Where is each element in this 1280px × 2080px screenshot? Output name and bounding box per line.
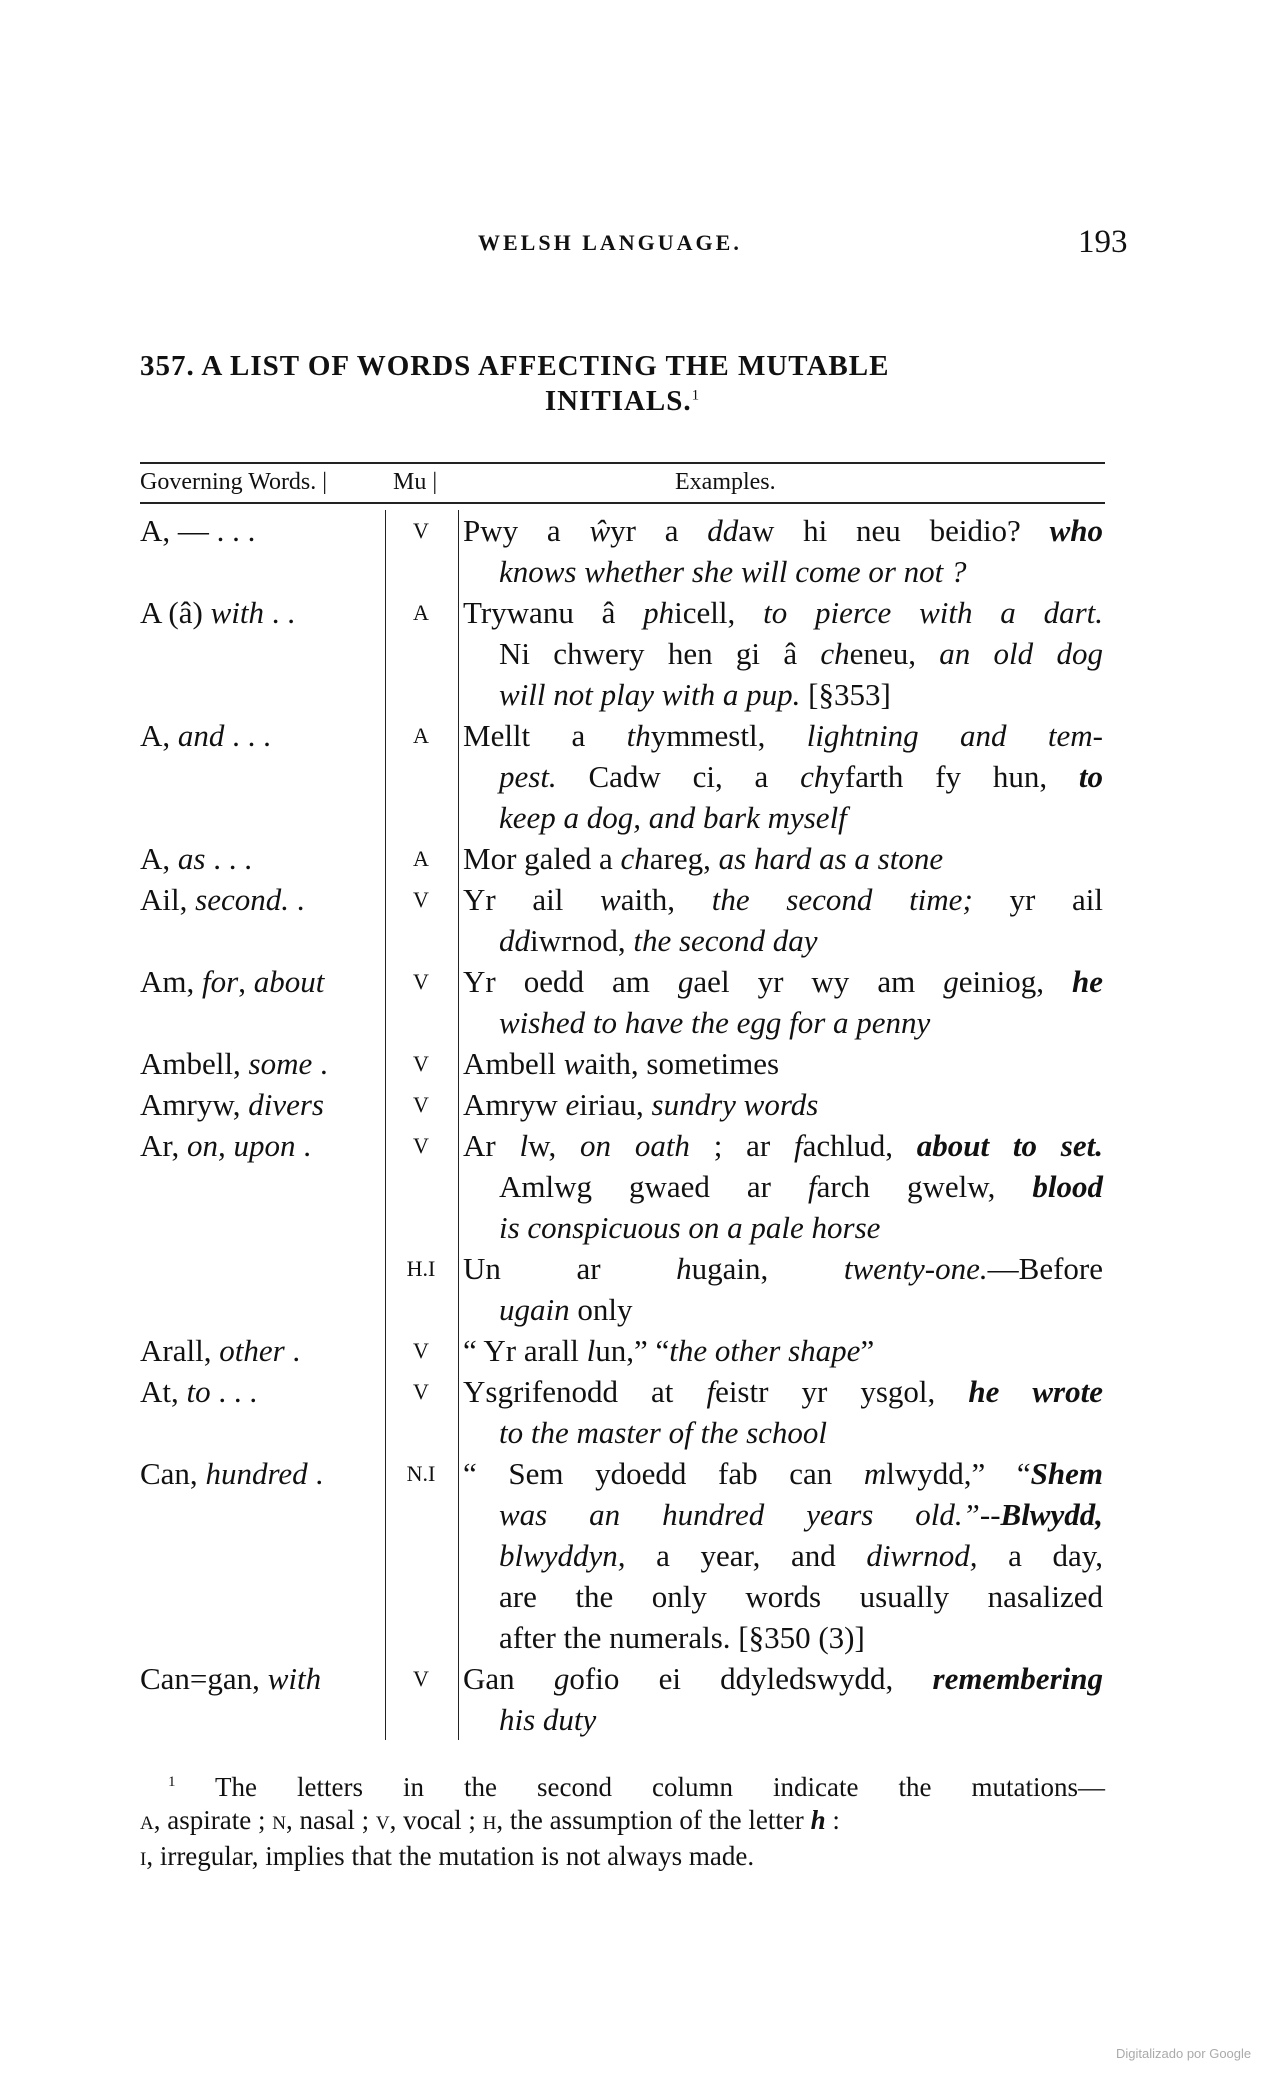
text-segment: Amryw, (140, 1087, 249, 1122)
mutation-code: V (413, 1666, 429, 1691)
text-segment: areg, (649, 841, 719, 876)
table-body (140, 510, 1105, 1740)
text-segment: only (569, 1292, 633, 1327)
governing-word (140, 510, 385, 592)
table-row (140, 1043, 1105, 1084)
text-segment: ŵ (589, 513, 611, 548)
example-line (463, 1043, 1103, 1084)
text-segment: ael yr wy am (693, 964, 944, 999)
text-segment: ch (820, 636, 850, 671)
text-segment: dd (499, 923, 530, 958)
text-segment: g (943, 964, 959, 999)
text-segment: f (706, 1374, 716, 1409)
text-segment: Ysgrifenodd at (463, 1374, 707, 1409)
section-title-word: INITIALS. (544, 385, 692, 417)
text-segment: are the only words usually nasalized (499, 1579, 1103, 1614)
text-segment: g (677, 964, 694, 999)
text-segment: m (863, 1456, 887, 1491)
table-row (140, 879, 1105, 961)
header-governing-words: Governing Words. | (140, 469, 328, 495)
text-segment: aith, (620, 882, 712, 917)
example-line (463, 1617, 1103, 1658)
text-segment: his duty (499, 1702, 597, 1737)
text-segment: , the assumption of the letter (496, 1805, 811, 1835)
examples-cell (463, 1371, 1103, 1453)
text-segment: Yr ail (463, 882, 601, 917)
text-segment: Can, (140, 1456, 206, 1491)
text-segment: to pierce with a dart. (763, 595, 1104, 630)
text-segment: Un ar (463, 1251, 677, 1286)
text-segment: some (248, 1046, 313, 1081)
footnote-reference: 1 (691, 387, 701, 404)
governing-word (140, 1658, 385, 1740)
table-row (140, 510, 1105, 592)
mutation-code: H.I (406, 1256, 436, 1281)
text-segment: to (1078, 759, 1103, 794)
text-segment: . (288, 882, 305, 917)
text-segment: un,” “ (595, 1333, 670, 1368)
footnote-text: The letters in the second column indicate the mutations— (215, 1772, 1105, 1802)
table-header (140, 464, 1105, 502)
text-segment: Cadw ci, a (556, 759, 801, 794)
text-segment: . (312, 1046, 328, 1081)
text-segment: At, (140, 1374, 187, 1409)
governing-word (140, 1371, 385, 1453)
mutation-code: V (413, 1338, 429, 1363)
text-segment: hundred (205, 1456, 308, 1491)
section-title-line1: 357. A LIST OF WORDS AFFECTING THE MUTABLE (140, 350, 890, 382)
text-segment: he wrote (968, 1374, 1103, 1409)
footnote-line (140, 1766, 1105, 1804)
example-line (463, 633, 1103, 674)
text-segment: Ambell (463, 1046, 564, 1081)
examples-cell (463, 1453, 1103, 1658)
text-segment: blood (1032, 1169, 1103, 1204)
text-segment: ugain, (691, 1251, 844, 1286)
text-segment: A (â) (140, 595, 211, 630)
table-row (140, 715, 1105, 838)
text-segment: Shem (1030, 1456, 1104, 1491)
text-segment: Ar (463, 1128, 520, 1163)
example-line (463, 1330, 1103, 1371)
text-segment: second. (195, 882, 289, 917)
table-row (140, 838, 1105, 879)
text-segment: Blwydd, (1000, 1497, 1103, 1532)
text-segment: twenty-one. (843, 1251, 988, 1286)
mutation-code: V (413, 1379, 429, 1404)
text-segment: aith, sometimes (584, 1046, 780, 1081)
example-line (463, 756, 1103, 797)
example-line (463, 1412, 1103, 1453)
text-segment: . . . (210, 1374, 258, 1409)
text-segment: ch (620, 841, 650, 876)
text-segment: Mor galed a (463, 841, 621, 876)
governing-word (140, 1043, 385, 1084)
footnote-line (140, 1804, 1105, 1840)
examples-cell (463, 879, 1103, 961)
text-segment: Am, (140, 964, 202, 999)
text-segment: for (202, 964, 239, 999)
text-segment: . (307, 1456, 324, 1491)
examples-cell (463, 961, 1103, 1043)
text-segment: , aspirate ; (153, 1805, 273, 1835)
text-segment: einiog, (958, 964, 1072, 999)
text-segment: knows whether she will come or not ? (499, 554, 967, 589)
running-head-title: WELSH LANGUAGE. (478, 230, 742, 255)
text-segment: . . . (205, 841, 252, 876)
text-segment: Arall, (140, 1333, 220, 1368)
text-segment: remembering (932, 1661, 1103, 1696)
text-segment: . (284, 1333, 301, 1368)
example-line (463, 551, 1103, 592)
mutation-code: V (413, 518, 429, 543)
text-segment: wished to have the egg for a penny (499, 1005, 931, 1040)
example-line (463, 1576, 1103, 1617)
mutation-code: N.I (406, 1461, 436, 1486)
example-line (463, 838, 1103, 879)
example-line (463, 1084, 1103, 1125)
text-segment: yr ail (972, 882, 1103, 917)
table-row (140, 592, 1105, 715)
text-segment: was an hundred years old.”-- (499, 1497, 1001, 1532)
table-row (140, 1453, 1105, 1658)
example-line (463, 1699, 1103, 1740)
text-segment: dd (707, 513, 739, 548)
text-segment: the other shape (669, 1333, 861, 1368)
text-segment: N (272, 1813, 286, 1834)
text-segment: A, (140, 841, 178, 876)
text-segment: aw hi neu beidio? (738, 513, 1050, 548)
example-line (463, 1125, 1103, 1166)
governing-word (140, 1453, 385, 1658)
table-row (140, 1658, 1105, 1740)
governing-word (140, 1125, 385, 1248)
governing-word (140, 715, 385, 838)
text-segment: eneu, (849, 636, 940, 671)
text-segment: Can=gan, (140, 1661, 268, 1696)
text-segment: lwydd,” “ (886, 1456, 1031, 1491)
mutation-table (140, 462, 1105, 1740)
table-row (140, 961, 1105, 1043)
text-segment: w (600, 882, 621, 917)
text-segment: . . . (224, 718, 271, 753)
text-segment: : (825, 1805, 840, 1835)
mutation-code: A (413, 723, 429, 748)
text-segment: Mellt a (463, 718, 627, 753)
text-segment: he (1072, 964, 1103, 999)
text-segment: “ Yr arall (463, 1333, 587, 1368)
mutation-code: V (413, 1133, 429, 1158)
mutation-code: V (413, 969, 429, 994)
example-line (463, 1658, 1103, 1699)
examples-cell (463, 838, 1103, 879)
example-line (463, 592, 1103, 633)
text-segment: Ambell, (140, 1046, 249, 1081)
text-segment: who (1049, 513, 1104, 548)
text-segment: to the master of the school (499, 1415, 828, 1450)
table-row (140, 1084, 1105, 1125)
text-segment: “ Sem ydoedd fab can (463, 1456, 864, 1491)
text-segment: is conspicuous on a pale horse (499, 1210, 881, 1245)
text-segment: a year, and (625, 1538, 867, 1573)
text-segment: iwrnod, (530, 923, 634, 958)
text-segment: lightning and tem- (806, 718, 1103, 753)
text-segment: ; ar (689, 1128, 794, 1163)
text-segment: achlud, (802, 1128, 917, 1163)
text-segment: an old dog (939, 636, 1103, 671)
example-line (463, 1002, 1103, 1043)
text-segment: e (565, 1087, 580, 1122)
text-segment: ” (860, 1333, 875, 1368)
text-segment: Ar, (140, 1128, 187, 1163)
examples-cell (463, 1043, 1103, 1084)
text-segment: f (808, 1169, 817, 1204)
text-segment: V (375, 1813, 390, 1834)
example-line (463, 961, 1103, 1002)
text-segment: on oath (580, 1128, 690, 1163)
footnote-mark: 1 (168, 1774, 176, 1790)
example-line (463, 1289, 1103, 1330)
text-segment: as hard as a stone (718, 841, 944, 876)
examples-cell (463, 1330, 1103, 1371)
text-segment: a day, (977, 1538, 1103, 1573)
text-segment: Ail, (140, 882, 196, 917)
text-segment: about (253, 964, 325, 999)
text-segment: ofio ei ddyledswydd, (569, 1661, 933, 1696)
table-row (140, 1371, 1105, 1453)
text-segment: . (295, 1128, 311, 1163)
table-row (140, 1330, 1105, 1371)
text-segment: on, upon (186, 1128, 296, 1163)
examples-cell (463, 510, 1103, 592)
example-line (463, 1535, 1103, 1576)
text-segment: yfarth fy hun, (829, 759, 1079, 794)
example-line (463, 1371, 1103, 1412)
text-segment: after the numerals. [§350 (3)] (499, 1620, 865, 1655)
governing-word (140, 1330, 385, 1371)
text-segment: keep a dog, and bark myself (499, 800, 847, 835)
text-segment: ugain (499, 1292, 570, 1327)
text-segment: h (810, 1805, 826, 1835)
example-line (463, 1166, 1103, 1207)
governing-word (140, 838, 385, 879)
example-line (463, 715, 1103, 756)
text-segment: , irregular, implies that the mutation is not always made. (146, 1841, 755, 1871)
text-segment: ph (643, 595, 675, 630)
text-segment: ymmestl, (650, 718, 807, 753)
footnote (140, 1766, 1105, 1876)
text-segment: and (177, 718, 225, 753)
text-segment: A, — . . . (140, 513, 256, 548)
header-mu: Mu | (393, 469, 438, 495)
table-row (140, 1248, 1105, 1330)
text-segment: other (219, 1333, 285, 1368)
text-segment: h (676, 1251, 692, 1286)
section-title (140, 350, 1105, 418)
text-segment: pest. (499, 759, 557, 794)
mutation-code: V (413, 887, 429, 912)
text-segment: the second time; (711, 882, 973, 917)
section-title-line2 (140, 385, 1105, 418)
page-number: 193 (1078, 224, 1128, 260)
text-segment: [§353] (800, 677, 891, 712)
example-line (463, 1207, 1103, 1248)
governing-word (140, 879, 385, 961)
text-segment: Amlwg gwaed ar (499, 1169, 808, 1204)
text-segment: with (267, 1661, 322, 1696)
governing-word (140, 1248, 385, 1330)
examples-cell (463, 1084, 1103, 1125)
text-segment: I (140, 1849, 147, 1870)
text-segment: will not play with a pup. (499, 677, 801, 712)
text-segment: diwrnod, (866, 1538, 978, 1573)
text-segment: H (482, 1813, 497, 1834)
header-examples: Examples. (675, 469, 776, 495)
text-segment: eistr yr ysgol, (715, 1374, 969, 1409)
examples-cell (463, 1248, 1103, 1330)
text-segment: the second day (633, 923, 818, 958)
text-segment: w (563, 1046, 585, 1081)
example-line (463, 1453, 1103, 1494)
text-segment: Ni chwery hen gi â (499, 636, 821, 671)
text-segment: A (140, 1813, 154, 1834)
examples-cell (463, 1125, 1103, 1248)
watermark: Digitalizado por Google (1116, 2046, 1252, 2061)
example-line (463, 1494, 1103, 1535)
text-segment: arch gwelw, (816, 1169, 1033, 1204)
text-segment: as (177, 841, 206, 876)
text-segment: Trywanu â (463, 595, 644, 630)
example-line (463, 879, 1103, 920)
text-segment: . . (264, 595, 295, 630)
text-segment: about to set. (916, 1128, 1103, 1163)
footnote-line (140, 1840, 1105, 1876)
text-segment: Pwy a (463, 513, 590, 548)
text-segment: Yr oedd am (463, 964, 678, 999)
mutation-code: V (413, 1051, 429, 1076)
table-header-rule (140, 502, 1105, 504)
text-segment: sundry words (651, 1087, 819, 1122)
mutation-code: A (413, 846, 429, 871)
examples-cell (463, 592, 1103, 715)
mutation-code: A (413, 600, 429, 625)
text-segment: iriau, (579, 1087, 652, 1122)
table-row (140, 1125, 1105, 1248)
example-line (463, 1248, 1103, 1289)
example-line (463, 674, 1103, 715)
example-line (463, 510, 1103, 551)
governing-word (140, 961, 385, 1043)
governing-word (140, 592, 385, 715)
examples-cell (463, 715, 1103, 838)
text-segment: —Before (987, 1251, 1103, 1286)
example-line (463, 920, 1103, 961)
text-segment: blwyddyn, (499, 1538, 626, 1573)
text-segment: , vocal ; (389, 1805, 483, 1835)
text-segment: divers (248, 1087, 324, 1122)
text-segment: with (210, 595, 264, 630)
text-segment: f (793, 1128, 803, 1163)
text-segment: ch (800, 759, 830, 794)
governing-word (140, 1084, 385, 1125)
example-line (463, 797, 1103, 838)
text-segment: g (553, 1661, 570, 1696)
text-segment: icell, (674, 595, 764, 630)
text-segment: l (586, 1333, 596, 1368)
text-segment: Amryw (463, 1087, 566, 1122)
text-segment: Gan (463, 1661, 554, 1696)
text-segment: A, (140, 718, 178, 753)
text-segment: yr a (610, 513, 708, 548)
text-segment: , (238, 964, 254, 999)
text-segment: l (519, 1128, 529, 1163)
text-segment: th (626, 718, 651, 753)
text-segment: w, (528, 1128, 581, 1163)
mutation-code: V (413, 1092, 429, 1117)
text-segment: , nasal ; (285, 1805, 376, 1835)
examples-cell (463, 1658, 1103, 1740)
text-segment: to (186, 1374, 211, 1409)
